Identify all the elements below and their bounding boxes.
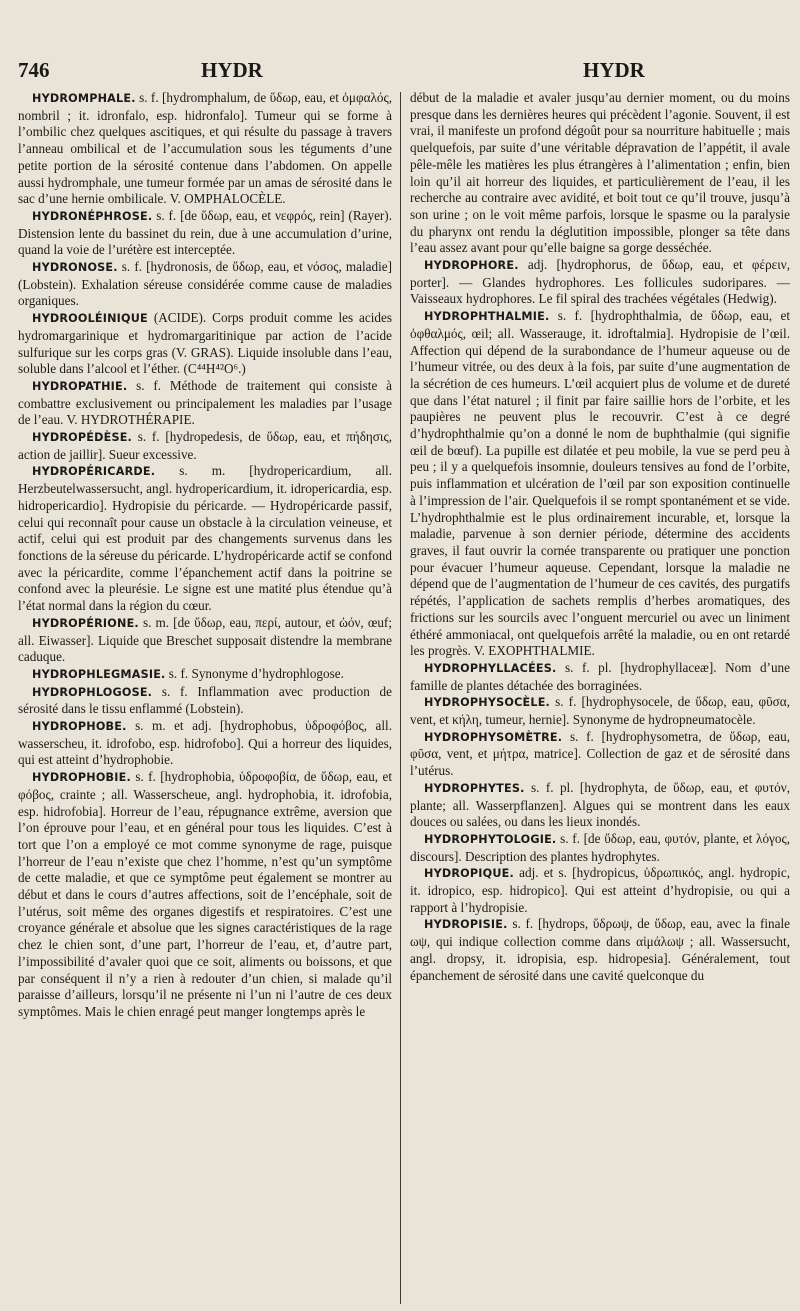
definition: s. f. Méthode de traitement qui consiste à combattre exclusivement ou principalement les maladies par l’usage de l’eau. V. HYDROTHÉRAPIE.: [18, 377, 392, 428]
headword: HYDROPATHIE.: [32, 379, 128, 393]
column-divider: [400, 92, 401, 1304]
headword: HYDROPHTHALMIE.: [424, 310, 550, 324]
headword: HYDROPÉDÈSE.: [32, 431, 132, 445]
headword: HYDROPHLEGMASIE.: [32, 667, 166, 681]
headword: HYDROPHOBE.: [32, 720, 127, 734]
headword: HYDROPISIE.: [424, 918, 508, 932]
entry-hydrooleinique: [18, 310, 392, 378]
definition: s. f. [de ὕδωρ, eau, φυτόν, plante, et λόγος, discours]. Description des plantes hydrophytes.: [410, 830, 790, 864]
entry-hydromphale: [18, 90, 392, 208]
entry-hydrophlogose: [18, 684, 392, 718]
entry-hydrophysometre: [410, 729, 790, 780]
page-number: 746: [18, 58, 50, 82]
definition: s. f. [hydrophysometra, de ὕδωρ, eau, φῦσα, vent, et μήτρα, matrice]. Collection de gaz et de sérosité dans l’utérus.: [410, 728, 790, 779]
definition: adj. et s. [hydropicus, ὑδρωπικός, angl. hydropic, it. idropico, esp. hidropico]. Qui est atteint d’hydropisie, ou qui a rapport à l’hydropisie.: [410, 865, 790, 915]
headword: HYDROPHYTOLOGIE.: [424, 832, 557, 846]
headword: HYDROMPHALE.: [32, 92, 136, 105]
running-header: [18, 58, 790, 86]
headword: HYDROPIQUE.: [424, 867, 514, 881]
definition: s. f. pl. [hydrophyta, de ὕδωρ, eau, et φυτόν, plante; all. Wasserpflanzen]. Algues qui se montrent dans les eaux douces ou salées, ou dans les lieux inondés.: [410, 779, 790, 830]
definition: s. f. [hydronosis, de ὕδωρ, eau, et νόσος, maladie] (Lobstein). Exhalation séreuse considérée comme cause de maladies organiques.: [18, 259, 392, 309]
headword: HYDROPÉRICARDE.: [32, 465, 156, 479]
entry-hydropedese: [18, 429, 392, 463]
guide-word-left: HYDR: [201, 58, 263, 82]
entry-hydrophyllacees: [410, 660, 790, 694]
entry-hydrophysocele: [410, 694, 790, 728]
definition: s. m. et adj. [hydrophobus, ὑδροφόβος, all. wasserscheu, it. idrofobo, esp. hidrofobo]. Qui a horreur des liquides, qui est atteint d’hydrophobie.: [18, 718, 392, 768]
entry-hydronephrose: [18, 208, 392, 259]
headword: HYDRONÉPHROSE.: [32, 209, 153, 223]
headword: HYDROOLÉINIQUE: [32, 312, 148, 326]
definition: s. f. [hydrophthalmia, de ὕδωρ, eau, et ὀφθαλμός, œil; all. Wasserauge, it. idroftalmia]. Hydropisie de l’œil. Affection qui dépend de la surabondance de l’humeur aqueuse ou de l’humeur vitrée, ou des deux à la fois, par suite d’une augmentation de la sécrétion de ces humeurs. L’œil acquiert plus de volume et de dureté que dans l’état naturel ; il finit par faire saillie hors de l’orbite, et les paupières ne peuvent plus le recouvrir. C’est à ce degré d’hydrophthalmie qu’on a donné le nom de buphthalmie (qui signifie œil de bœuf). La pupille est dilatée et peu mobile, la vue se perd peu à peu ; il y a quelquefois insomnie, douleurs tensives au fond de l’orbite, puis inflammation et ulcération de l’œil par son exposition continuelle à l’impression de l’air. Quelquefois il se rompt spontanément et se vide. L’hydrophthalmie est le plus ordinairement incurable, et, lorsque la maladie, parvenue à son dernier période, détermine des accidents graves, il faut ouvrir la cornée transparente ou pratiquer une ponction pour évacuer l’humeur aqueuse. Cependant, lorsque la maladie ne dépend que de l’augmentation de l’humeur de ces cavités, des purgatifs répétés, l’application de sachets remplis d’herbes aromatiques, des frictions sur les sourcils avec l’onguent mercuriel ou avec un liniment éthéré ammoniacal, ont quelquefois arrêté la maladie, ou en ont retardé les progrès. V. EXOPHTHALMIE.: [410, 308, 790, 659]
definition: s. f. Inflammation avec production de sérosité dans le tissu enflammé (Lobstein).: [18, 683, 392, 717]
entry-hydropique: [410, 865, 790, 916]
headword: HYDROPHOBIE.: [32, 771, 131, 785]
entry-hydropathie: [18, 378, 392, 429]
definition: s. f. pl. [hydrophyllaceæ]. Nom d’une famille de plantes détachée des borraginées.: [410, 659, 790, 693]
right-column: [410, 90, 790, 1305]
guide-word-right: HYDR: [583, 58, 645, 82]
headword: HYDROPHYSOMÈTRE.: [424, 730, 563, 744]
headword: HYDRONOSE.: [32, 261, 118, 275]
definition: s. m. [de ὕδωρ, eau, περί, autour, et ὠόν, œuf; all. Eiwasser]. Liquide que Breschet supposait distendre la membrane caduque.: [18, 614, 392, 665]
entry-hydrophobe: [18, 718, 392, 769]
entry-continuation: [410, 90, 790, 257]
entry-hydrophobie: [18, 769, 392, 1021]
entry-hydropericarde: [18, 463, 392, 614]
entry-hydrophthalmie: [410, 308, 790, 660]
definition: (ACIDE). Corps produit comme les acides hydromargarinique et hydromargaritinique par action de l’acide sulfurique sur les corps gras (V. GRAS). Liquide insoluble dans l’eau, soluble dans l’alcool et l’éther. (C⁴⁴H⁴²O⁶.): [18, 310, 392, 377]
definition: s. f. [de ὕδωρ, eau, et νεφρός, rein] (Rayer). Distension lente du bassinet du rein, due à une accumulation d’urine, quand la voie de l’urétère est interceptée.: [18, 207, 392, 258]
entry-hydroperione: [18, 615, 392, 666]
definition: s. f. Synonyme d’hydrophlogose.: [165, 665, 344, 681]
headword: HYDROPHORE.: [424, 259, 519, 273]
left-column: [18, 90, 392, 1305]
entry-hydrophlegmasie: [18, 666, 392, 684]
entry-hydrophytes: [410, 780, 790, 831]
definition: s. f. [hydrops, ὕδρωψ, de ὕδωρ, eau, avec la finale ωψ, qui indique collection comme dans αἱμάλωψ ; all. Wassersucht, angl. dropsy, it. idropisia, esp. hidropesia]. Généralement, tout épanchement de sérosité dans une cavité quelconque du: [410, 916, 790, 983]
definition: début de la maladie et avaler jusqu’au dernier moment, ou du moins presque dans les dernières heures qui précèdent l’agonie. Souvent, il est vrai, il manifeste un profond dégoût pour sa nourriture habituelle ; mais quelquefois, par suite d’une véritable dépravation de l’appétit, il avale pêle-mêle les matières les plus étrangères à l’alimentation ; enfin, bien loin qu’il ait horreur des liquides, et particulièrement de l’eau, il les recherche au contraire avec avidité, et boit tout ce qu’il trouve, jusqu’à son urine ; on le voit même parfois, lorsque le spasme ou la paralysie du pharynx ont rendu la déglutition impossible, plonger sa tête dans l’eau assez avant pour qu’elle baigne sa gorge desséchée.: [410, 90, 790, 256]
definition: adj. [hydrophorus, de ὕδωρ, eau, et φέρειν, porter]. — Glandes hydrophores. Les follicules sudoripares. — Vaisseaux hydrophores. Le fil spiral des trachées végétales (Hedwig).: [410, 257, 790, 307]
entry-hydropisie: [410, 916, 790, 984]
definition: s. m. [hydropericardium, all. Herzbeutelwassersucht, angl. hydropericardium, it. idropericardia, esp. hidropericardio]. Hydropisie du péricarde. — Hydropéricarde passif, celui qui reconnaît pour cause un obstacle à la circulation veineuse, et actif, celui qui est produit par des changements survenus dans les fonctions de la séreuse du péricarde. L’hydropéricarde actif se confond avec la péricardite, comme l’épanchement actif dans la poitrine se confond avec la pleurésie. Le signe est une matité plus étendue qu’à l’état normal dans la région du cœur.: [18, 463, 392, 614]
headword: HYDROPHYLLACÉES.: [424, 661, 557, 675]
headword: HYDROPHYSOCÈLE.: [424, 696, 550, 710]
entry-hydrophytologie: [410, 831, 790, 865]
definition: s. f. [hydromphalum, de ὕδωρ, eau, et ὀμφαλός, nombril ; it. idronfalo, esp. hidronfalo]. Tumeur qui se forme à l’ombilic chez quelques ascitiques, et qui résulte du passage à travers l’anneau ombilical et de l’accumulation sous les téguments d’une petite portion de la sérosité contenue dans l’abdomen. On appelle aussi hydromphale, une tumeur formée par un amas de sérosité dans le sac d’une hernie ombilicale. V. OMPHALOCÈLE.: [18, 90, 392, 207]
headword: HYDROPÉRIONE.: [32, 616, 139, 630]
entry-hydrophore: [410, 257, 790, 308]
headword: HYDROPHYTES.: [424, 781, 525, 795]
definition: s. f. [hydropedesis, de ὕδωρ, eau, et πήδησις, action de jaillir]. Sueur excessive.: [18, 429, 392, 462]
definition: s. f. [hydrophobia, ὑδροφοβία, de ὕδωρ, eau, et φόβος, crainte ; all. Wasserscheue, angl. hydrophobia, it. idrofobia, esp. hidrofobia]. Horreur de l’eau, répugnance extrême, aversion que l’on éprouve pour l’eau, et en général pour tous les liquides. C’est à tort que l’on a employé ce mot comme synonyme de rage, puisque l’horreur de l’eau n’existe que chez l’homme, n’est qu’un symptôme de cette maladie, et que ce symptôme peut également se montrer au début et dans le cours d’autres affections, soit de l’encéphale, soit de l’utérus, soit même des organes digestifs et respiratoires. C’est une croyance générale et absolue que les signes caractéristiques de la rage chez le chien sont, d’une part, l’horreur de l’eau, et, d’autre part, l’impossibilité d’avaler quoi que ce soit, aliments ou boissons, et que par conséquent il n’y a rien à redouter d’un chien, si malade qu’il paraisse d’ailleurs, lorsqu’il ne présente ni l’un ni l’autre de ces deux symptômes. Mais le chien enragé peut manger longtemps après le: [18, 769, 392, 1019]
definition: s. f. [hydrophysocele, de ὕδωρ, eau, φῦσα, vent, et κήλη, tumeur, hernie]. Synonyme de hydropneumatocèle.: [410, 694, 790, 728]
entry-hydronose: [18, 259, 392, 310]
headword: HYDROPHLOGOSE.: [32, 685, 153, 699]
